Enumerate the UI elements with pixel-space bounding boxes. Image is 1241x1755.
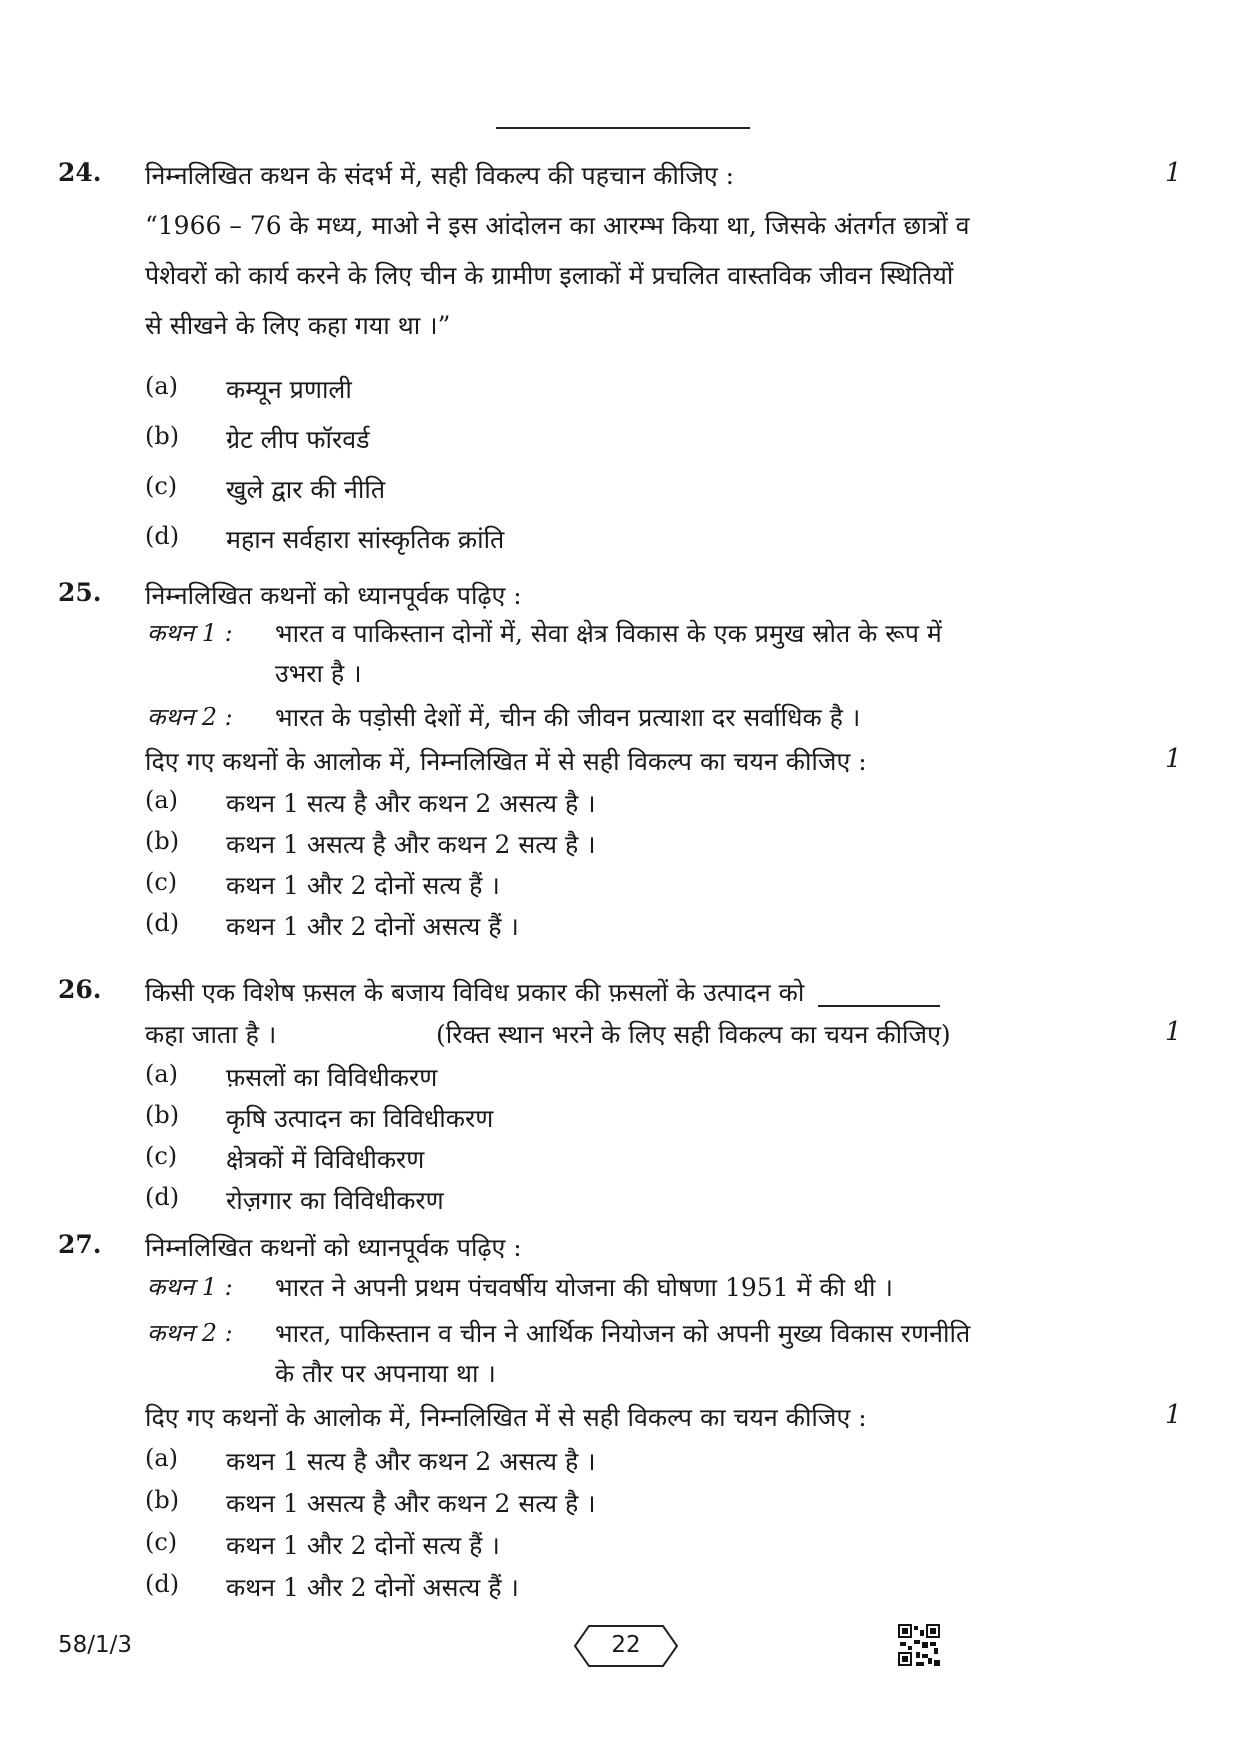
statement-1-text: उभरा है ।: [275, 659, 362, 688]
option-text: कथन 1 और 2 दोनों सत्य हैं ।: [226, 871, 500, 900]
question-text-line: से सीखने के लिए कहा गया था ।”: [145, 311, 451, 340]
page-number-badge: [573, 1624, 679, 1668]
page-number: 22: [611, 1632, 641, 1658]
option-text: कथन 1 असत्य है और कथन 2 सत्य है ।: [226, 830, 596, 859]
qr-code-icon: [898, 1624, 940, 1666]
option-text: रोज़गार का विविधीकरण: [226, 1186, 444, 1215]
question-marks: 1: [1165, 744, 1182, 774]
question-instruction: (रिक्त स्थान भरने के लिए सही विकल्प का चयन कीजिए): [436, 1020, 951, 1049]
question-marks: 1: [1165, 158, 1182, 188]
question-number: 26.: [58, 975, 102, 1004]
option-key: (c): [145, 472, 178, 500]
option-text: कृषि उत्पादन का विविधीकरण: [226, 1104, 494, 1133]
option-text: कथन 1 असत्य है और कथन 2 सत्य है ।: [226, 1489, 596, 1518]
option-key: (c): [145, 1528, 178, 1556]
question-intro: निम्नलिखित कथनों को ध्यानपूर्वक पढ़िए :: [145, 581, 522, 610]
question-text: किसी एक विशेष फ़सल के बजाय विविध प्रकार की फ़सलों के उत्पादन को: [145, 978, 805, 1007]
option-key: (b): [145, 1101, 180, 1129]
option-key: (b): [145, 827, 180, 855]
question-text-line: “1966 – 76 के मध्य, माओ ने इस आंदोलन का आरम्भ किया था, जिसके अंतर्गत छात्रों व: [145, 211, 970, 240]
question-prompt: दिए गए कथनों के आलोक में, निम्नलिखित में से सही विकल्प का चयन कीजिए :: [145, 1403, 867, 1432]
question-number: 25.: [58, 578, 102, 607]
option-key: (a): [145, 786, 179, 814]
option-key: (d): [145, 522, 180, 550]
fill-in-blank: [818, 1005, 940, 1007]
option-key: (a): [145, 1444, 179, 1472]
question-number: 24.: [58, 158, 102, 187]
option-text: कम्यून प्रणाली: [226, 375, 352, 404]
statement-2-text: भारत के पड़ोसी देशों में, चीन की जीवन प्रत्याशा दर सर्वाधिक है ।: [275, 703, 861, 732]
option-text: कथन 1 और 2 दोनों असत्य हैं ।: [226, 912, 519, 941]
option-key: (c): [145, 868, 178, 896]
option-text: कथन 1 और 2 दोनों असत्य हैं ।: [226, 1573, 519, 1602]
question-text-line: कहा जाता है ।: [145, 1020, 277, 1049]
question-text-line: पेशेवरों को कार्य करने के लिए चीन के ग्रामीण इलाकों में प्रचलित वास्तविक जीवन स्थितियों: [145, 261, 954, 290]
option-key: (d): [145, 1570, 180, 1598]
option-text: कथन 1 सत्य है और कथन 2 असत्य है ।: [226, 789, 596, 818]
statement-2-text: भारत, पाकिस्तान व चीन ने आर्थिक नियोजन को अपनी मुख्य विकास रणनीति: [275, 1319, 971, 1348]
option-text: ग्रेट लीप फॉरवर्ड: [226, 425, 370, 454]
option-text: खुले द्वार की नीति: [226, 475, 386, 504]
statement-1-text: भारत व पाकिस्तान दोनों में, सेवा क्षेत्र विकास के एक प्रमुख स्रोत के रूप में: [275, 619, 942, 648]
option-text: महान सर्वहारा सांस्कृतिक क्रांति: [226, 525, 505, 554]
statement-2-label: कथन 2 :: [147, 703, 233, 731]
question-prompt: दिए गए कथनों के आलोक में, निम्नलिखित में से सही विकल्प का चयन कीजिए :: [145, 747, 867, 776]
statement-2-text: के तौर पर अपनाया था ।: [275, 1359, 496, 1388]
option-text: फ़सलों का विविधीकरण: [226, 1063, 438, 1092]
statement-1-text: भारत ने अपनी प्रथम पंचवर्षीय योजना की घोषणा 1951 में की थी ।: [275, 1273, 893, 1302]
option-key: (d): [145, 1183, 180, 1211]
question-text-line: निम्नलिखित कथन के संदर्भ में, सही विकल्प की पहचान कीजिए :: [145, 161, 735, 190]
statement-2-label: कथन 2 :: [147, 1319, 233, 1347]
question-marks: 1: [1165, 1017, 1182, 1047]
option-key: (a): [145, 372, 179, 400]
top-divider: [496, 127, 750, 129]
option-text: क्षेत्रकों में विविधीकरण: [226, 1145, 425, 1174]
option-text: कथन 1 और 2 दोनों सत्य हैं ।: [226, 1531, 500, 1560]
statement-1-label: कथन 1 :: [147, 619, 233, 647]
option-key: (d): [145, 909, 180, 937]
question-marks: 1: [1165, 1400, 1182, 1430]
question-intro: निम्नलिखित कथनों को ध्यानपूर्वक पढ़िए :: [145, 1233, 522, 1262]
question-number: 27.: [58, 1230, 102, 1259]
option-key: (a): [145, 1060, 179, 1088]
statement-1-label: कथन 1 :: [147, 1273, 233, 1301]
option-key: (b): [145, 1486, 180, 1514]
option-key: (b): [145, 422, 180, 450]
paper-code: 58/1/3: [58, 1632, 133, 1658]
option-key: (c): [145, 1142, 178, 1170]
question-text-line: [145, 975, 940, 1009]
option-text: कथन 1 सत्य है और कथन 2 असत्य है ।: [226, 1447, 596, 1476]
